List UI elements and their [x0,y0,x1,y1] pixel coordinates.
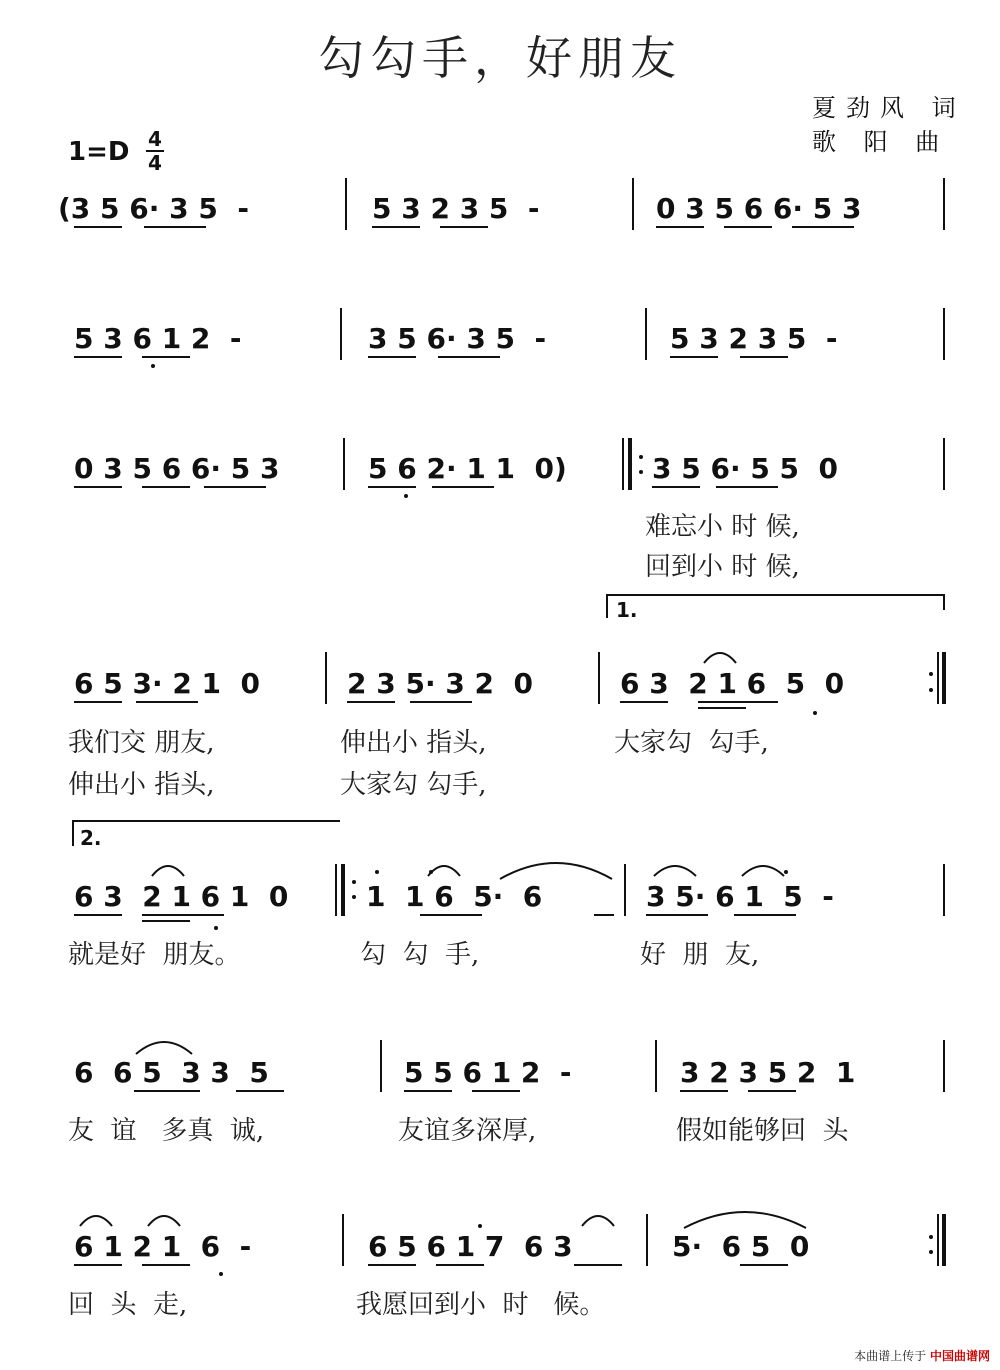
time-signature [146,128,164,174]
lyric-line: 友谊多深厚, [398,1116,537,1146]
beam [740,1264,788,1266]
repeat-start-barline [335,864,337,916]
repeat-end-barline [937,1214,939,1266]
barline [345,178,347,230]
measure: 6 3 2 1 6 1 0 [74,880,289,913]
measure: 6 6 5 3 3 5 [74,1056,269,1089]
measure: 5· 6 5 0 [672,1230,810,1263]
beam [440,226,488,228]
lyric-line: 友 谊 多真 诚, [68,1116,265,1146]
measure: 0 3 5 6 6· 5 3 [74,452,280,485]
beam [134,1090,200,1092]
repeat-dot [352,880,356,884]
beam [620,701,668,703]
lyric-line: 我们交 朋友, [68,728,215,758]
beam [656,226,704,228]
lyric-line: 回到小 时 候, [645,552,800,582]
measure: 3 2 3 5 2 1 [680,1056,856,1089]
measure: 5 6 2· 1 1 0) [368,452,567,485]
measure: 6 5 3· 2 1 0 [74,667,261,700]
time-signature-top: 4 [146,128,164,152]
barline [646,1214,648,1266]
slur-mark [144,1208,184,1228]
barline [655,1040,657,1092]
repeat-dot [929,672,933,676]
lyric-line: 难忘小 时 候, [645,512,800,542]
beam [372,226,420,228]
site-footer [854,1347,990,1364]
beam [652,486,700,488]
beam [368,486,416,488]
beam-double [698,707,746,709]
measure: 5 3 6 1 2 - [74,322,242,355]
measure: 6 5 6 1 7 6 3 [368,1230,573,1263]
low-octave-dot [813,711,817,715]
repeat-dot [352,895,356,899]
volta-bracket [606,594,608,618]
composer-credit: 歌 阳 曲 [812,128,950,156]
measure: 5 3 2 3 5 - [670,322,838,355]
slur-mark [650,858,700,878]
measure: 0 3 5 6 6· 5 3 [656,192,862,225]
beam [74,486,122,488]
tie-mark [496,855,616,881]
slur-mark [76,1208,116,1228]
high-octave-dot [375,870,379,874]
volta-bracket [72,820,74,846]
beam [670,356,718,358]
slur-mark [132,1034,196,1056]
measure: 3 5 6· 3 5 - [368,322,547,355]
barline [943,438,945,490]
beam [594,914,614,916]
beam [74,914,122,916]
tie-mark [680,1204,810,1230]
beam [410,701,472,703]
footer-text: 本曲谱上传于 [854,1349,927,1363]
barline [943,178,945,230]
lyric-line: 回 头 走, [68,1290,188,1320]
time-signature-bottom: 4 [148,151,162,175]
lyricist-credit: 夏劲风 词 [812,94,966,122]
lyric-line: 我愿回到小 时 候。 [356,1290,606,1320]
barline [340,308,342,360]
beam [142,914,224,916]
beam [420,914,482,916]
repeat-dot [929,1250,933,1254]
beam [142,1264,190,1266]
beam [680,1090,728,1092]
slur-mark [738,858,788,878]
slur-mark [700,645,740,665]
lyric-line: 就是好 朋友。 [68,940,241,970]
beam [74,226,122,228]
repeat-start-barline-thick [341,864,345,916]
beam-double [142,920,190,922]
barline [598,652,600,704]
measure: 3 5 6· 5 5 0 [652,452,839,485]
barline [380,1040,382,1092]
repeat-dot [639,470,643,474]
measure: 1 1 6 5· 6 [366,880,543,913]
barline [624,864,626,916]
lyric-line: 大家勾 勾手, [614,728,769,758]
volta-number: 2. [80,826,102,850]
volta-number: 1. [616,598,638,622]
volta-bracket-end [943,594,945,610]
repeat-dot [639,455,643,459]
beam [734,914,796,916]
beam [204,486,266,488]
barline [632,178,634,230]
footer-brand-logo[interactable]: 中国曲谱网 [929,1349,990,1363]
repeat-dot [929,1235,933,1239]
beam [436,1264,484,1266]
measure: 5 3 2 3 5 - [372,192,540,225]
beam [74,701,122,703]
lyric-line: 假如能够回 头 [676,1116,849,1146]
beam [646,914,708,916]
low-octave-dot [151,364,155,368]
measure: 2 3 5· 3 2 0 [347,667,534,700]
beam [136,701,198,703]
low-octave-dot [404,494,408,498]
barline [325,652,327,704]
barline [943,1040,945,1092]
volta-bracket-line [72,820,340,822]
barline [343,438,345,490]
repeat-end-barline-thick [942,652,946,704]
barline [943,864,945,916]
beam [748,1090,796,1092]
lyric-line: 伸出小 指头, [340,728,487,758]
beam [574,1264,622,1266]
lyric-line: 好 朋 友, [640,940,760,970]
beam [472,1090,520,1092]
barline [943,308,945,360]
beam [724,226,772,228]
repeat-end-barline [937,652,939,704]
measure: 6 1 2 1 6 - [74,1230,252,1263]
beam [74,1264,122,1266]
high-octave-dot [478,1224,482,1228]
slur-mark [424,858,464,878]
measure: 5 5 6 1 2 - [404,1056,572,1089]
lyric-line: 大家勾 勾手, [340,770,487,800]
beam [716,486,778,488]
repeat-start-barline [622,438,624,490]
repeat-end-barline-thick [942,1214,946,1266]
beam [142,356,190,358]
measure: 6 3 2 1 6 5 0 [620,667,845,700]
measure: 3 5· 6 1 5 - [646,880,834,913]
barline [342,1214,344,1266]
beam [144,226,206,228]
barline [645,308,647,360]
lyric-line: 伸出小 指头, [68,770,215,800]
beam [368,1264,416,1266]
beam [74,356,122,358]
repeat-start-barline-thick [628,438,632,490]
beam [368,356,416,358]
repeat-dot [929,688,933,692]
slur-mark [578,1208,618,1228]
beam [236,1090,284,1092]
low-octave-dot [219,1272,223,1276]
beam [740,356,788,358]
key-signature: 1=D [68,137,130,167]
slur-mark [148,858,188,878]
beam [438,356,500,358]
volta-bracket-line [606,594,944,596]
beam [142,486,190,488]
beam [432,486,494,488]
beam [404,1090,452,1092]
song-title: 勾勾手，好朋友 [318,31,682,85]
measure: (3 5 6· 3 5 - [58,192,249,225]
low-octave-dot [214,926,218,930]
beam [347,701,395,703]
lyric-line: 勾 勾 手, [360,940,480,970]
beam [698,701,778,703]
beam [792,226,854,228]
